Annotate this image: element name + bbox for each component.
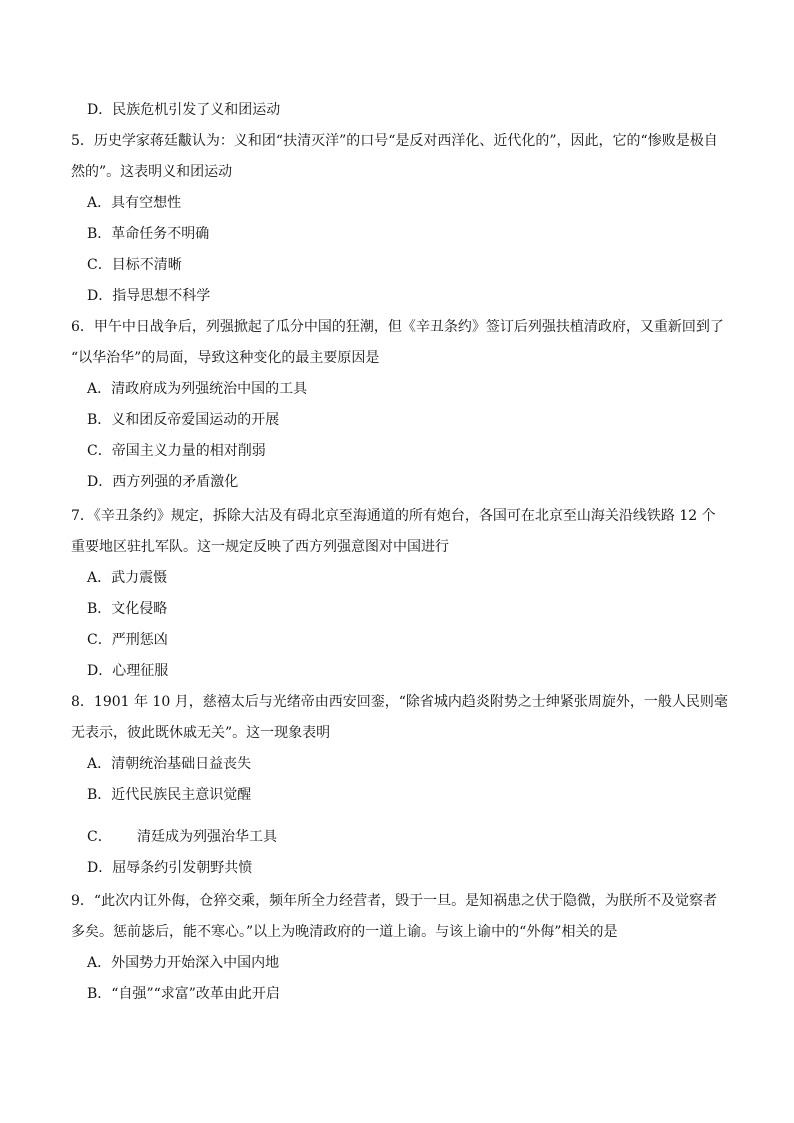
option-6a: A．清政府成为列强统治中国的工具: [87, 381, 308, 397]
question-7-text-cont: 重要地区驻扎军队。这一规定反映了西方列强意图对中国进行: [71, 539, 449, 555]
option-9a: A．外国势力开始深入中国内地: [87, 955, 280, 971]
question-9-text: 9．“此次内讧外侮，仓猝交乘，频年所全力经营者，毁于一旦。是知祸患之伏于隐微，为朕所不及觉察者: [71, 893, 718, 909]
option-7d: D．心理征服: [87, 663, 169, 679]
question-7-text: 7．《辛丑条约》规定，拆除大沽及有碍北京至海通道的所有炮台，各国可在北京至山海关沿线铁路 12 个: [71, 508, 716, 524]
option-7a: A．武力震慑: [87, 570, 168, 586]
option-7c: C．严刑惩凶: [87, 632, 168, 648]
option-5b: B．革命任务不明确: [87, 226, 210, 242]
option-8c: [87, 828, 277, 846]
option-6b: B．义和团反帝爱国运动的开展: [87, 412, 280, 428]
option-4d: D．民族危机引发了义和团运动: [87, 102, 281, 118]
question-6-text-cont: “以华治华”的局面，导致这种变化的最主要原因是: [71, 350, 380, 366]
option-8a: A．清朝统治基础日益丧失: [87, 756, 252, 772]
option-5c: C．目标不清晰: [87, 257, 182, 273]
option-7b: B．文化侵略: [87, 601, 168, 617]
option-9b: B．“自强”“求富”改革由此开启: [87, 986, 280, 1002]
question-9-text-cont: 多矣。惩前毖后，能不寒心。”以上为晚清政府的一道上谕。与该上谕中的“外侮”相关的是: [71, 924, 618, 940]
option-8c-text: 清廷成为列强治华工具: [137, 829, 277, 845]
option-8d: D．屈辱条约引发朝野共愤: [87, 860, 253, 876]
question-5-text-cont: 然的”。这表明义和团运动: [71, 164, 233, 180]
option-5a: A．具有空想性: [87, 195, 182, 211]
option-6d: D．西方列强的矛盾激化: [87, 474, 239, 490]
option-8c-label: C．: [87, 829, 112, 845]
option-5d: D．指导思想不科学: [87, 288, 211, 304]
option-8b: B．近代民族民主意识觉醒: [87, 787, 252, 803]
question-6-text: 6．甲午中日战争后，列强掀起了瓜分中国的狂潮，但《辛丑条约》签订后列强扶植清政府，又重新回到了: [71, 319, 724, 335]
question-8-text: 8．1901 年 10 月，慈禧太后与光绪帝由西安回銮，“除省城内趋炎附势之士绅紧张周旋外，一般人民则毫: [71, 694, 728, 710]
option-6c: C．帝国主义力量的相对削弱: [87, 443, 266, 459]
question-5-text: 5．历史学家蒋廷黻认为：义和团“扶清灭洋”的口号“是反对西洋化、近代化的”，因此，它的“惨败是极自: [71, 133, 718, 149]
question-8-text-cont: 无表示，彼此既休戚无关”。这一现象表明: [71, 725, 331, 741]
